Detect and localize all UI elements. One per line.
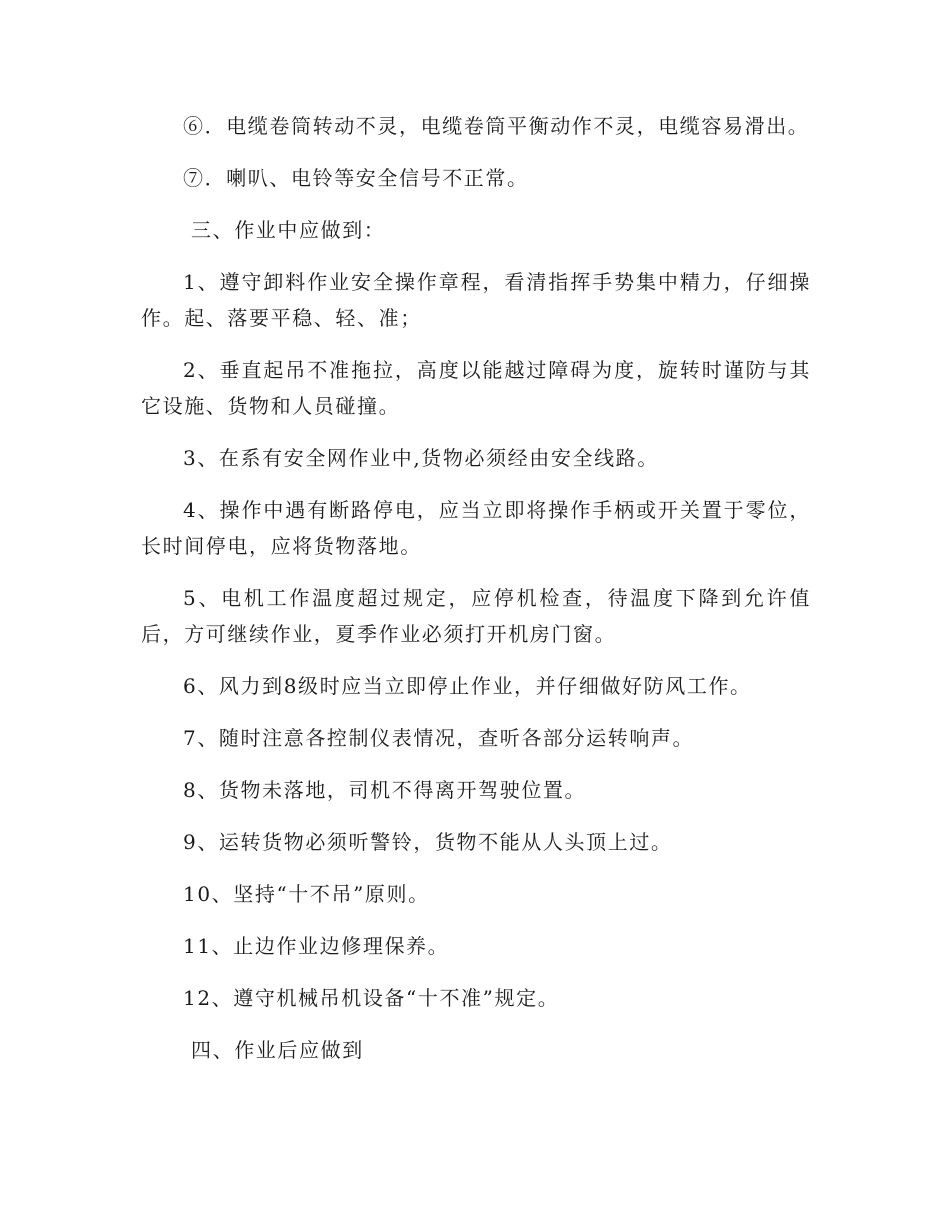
paragraph-rule-10: 10、坚持“十不吊”原则。 — [183, 882, 430, 906]
paragraph-rule-1: 1、遵守卸料作业安全操作章程，看清指挥手势集中精力，仔细操作。起、落要平稳、轻、准； — [141, 270, 811, 330]
paragraph-rule-12: 12、遵守机械吊机设备“十不准”规定。 — [183, 986, 560, 1010]
paragraph-rule-9: 9、运转货物必须听警铃，货物不能从人头顶上过。 — [183, 830, 673, 854]
section-heading-during-operation: 三、作业中应做到： — [191, 218, 386, 242]
section-heading-after-operation: 四、作业后应做到 — [191, 1038, 364, 1062]
paragraph-item-6-cable-reel: ⑥．电缆卷筒转动不灵，电缆卷筒平衡动作不灵，电缆容易滑出。 — [183, 114, 810, 138]
paragraph-rule-4: 4、操作中遇有断路停电，应当立即将操作手柄或开关置于零位，长时间停电，应将货物落地。 — [141, 498, 811, 558]
paragraph-rule-5: 5、电机工作温度超过规定，应停机检查，待温度下降到允许值后，方可继续作业，夏季作业必须打开机房门窗。 — [141, 586, 811, 646]
paragraph-rule-8: 8、货物未落地，司机不得离开驾驶位置。 — [183, 778, 587, 802]
paragraph-rule-2: 2、垂直起吊不准拖拉，高度以能越过障碍为度，旋转时谨防与其它设施、货物和人员碰撞。 — [141, 358, 811, 418]
document-body — [141, 108, 811, 1068]
paragraph-rule-6: 6、风力到8级时应当立即停止作业，并仔细做好防风工作。 — [183, 674, 752, 698]
paragraph-rule-7: 7、随时注意各控制仪表情况，查听各部分运转响声。 — [183, 726, 695, 750]
paragraph-rule-3: 3、在系有安全网作业中,货物必须经由安全线路。 — [183, 446, 659, 470]
paragraph-item-7-signals: ⑦．喇叭、电铃等安全信号不正常。 — [183, 166, 529, 190]
paragraph-rule-11: 11、止边作业边修理保养。 — [183, 934, 450, 958]
